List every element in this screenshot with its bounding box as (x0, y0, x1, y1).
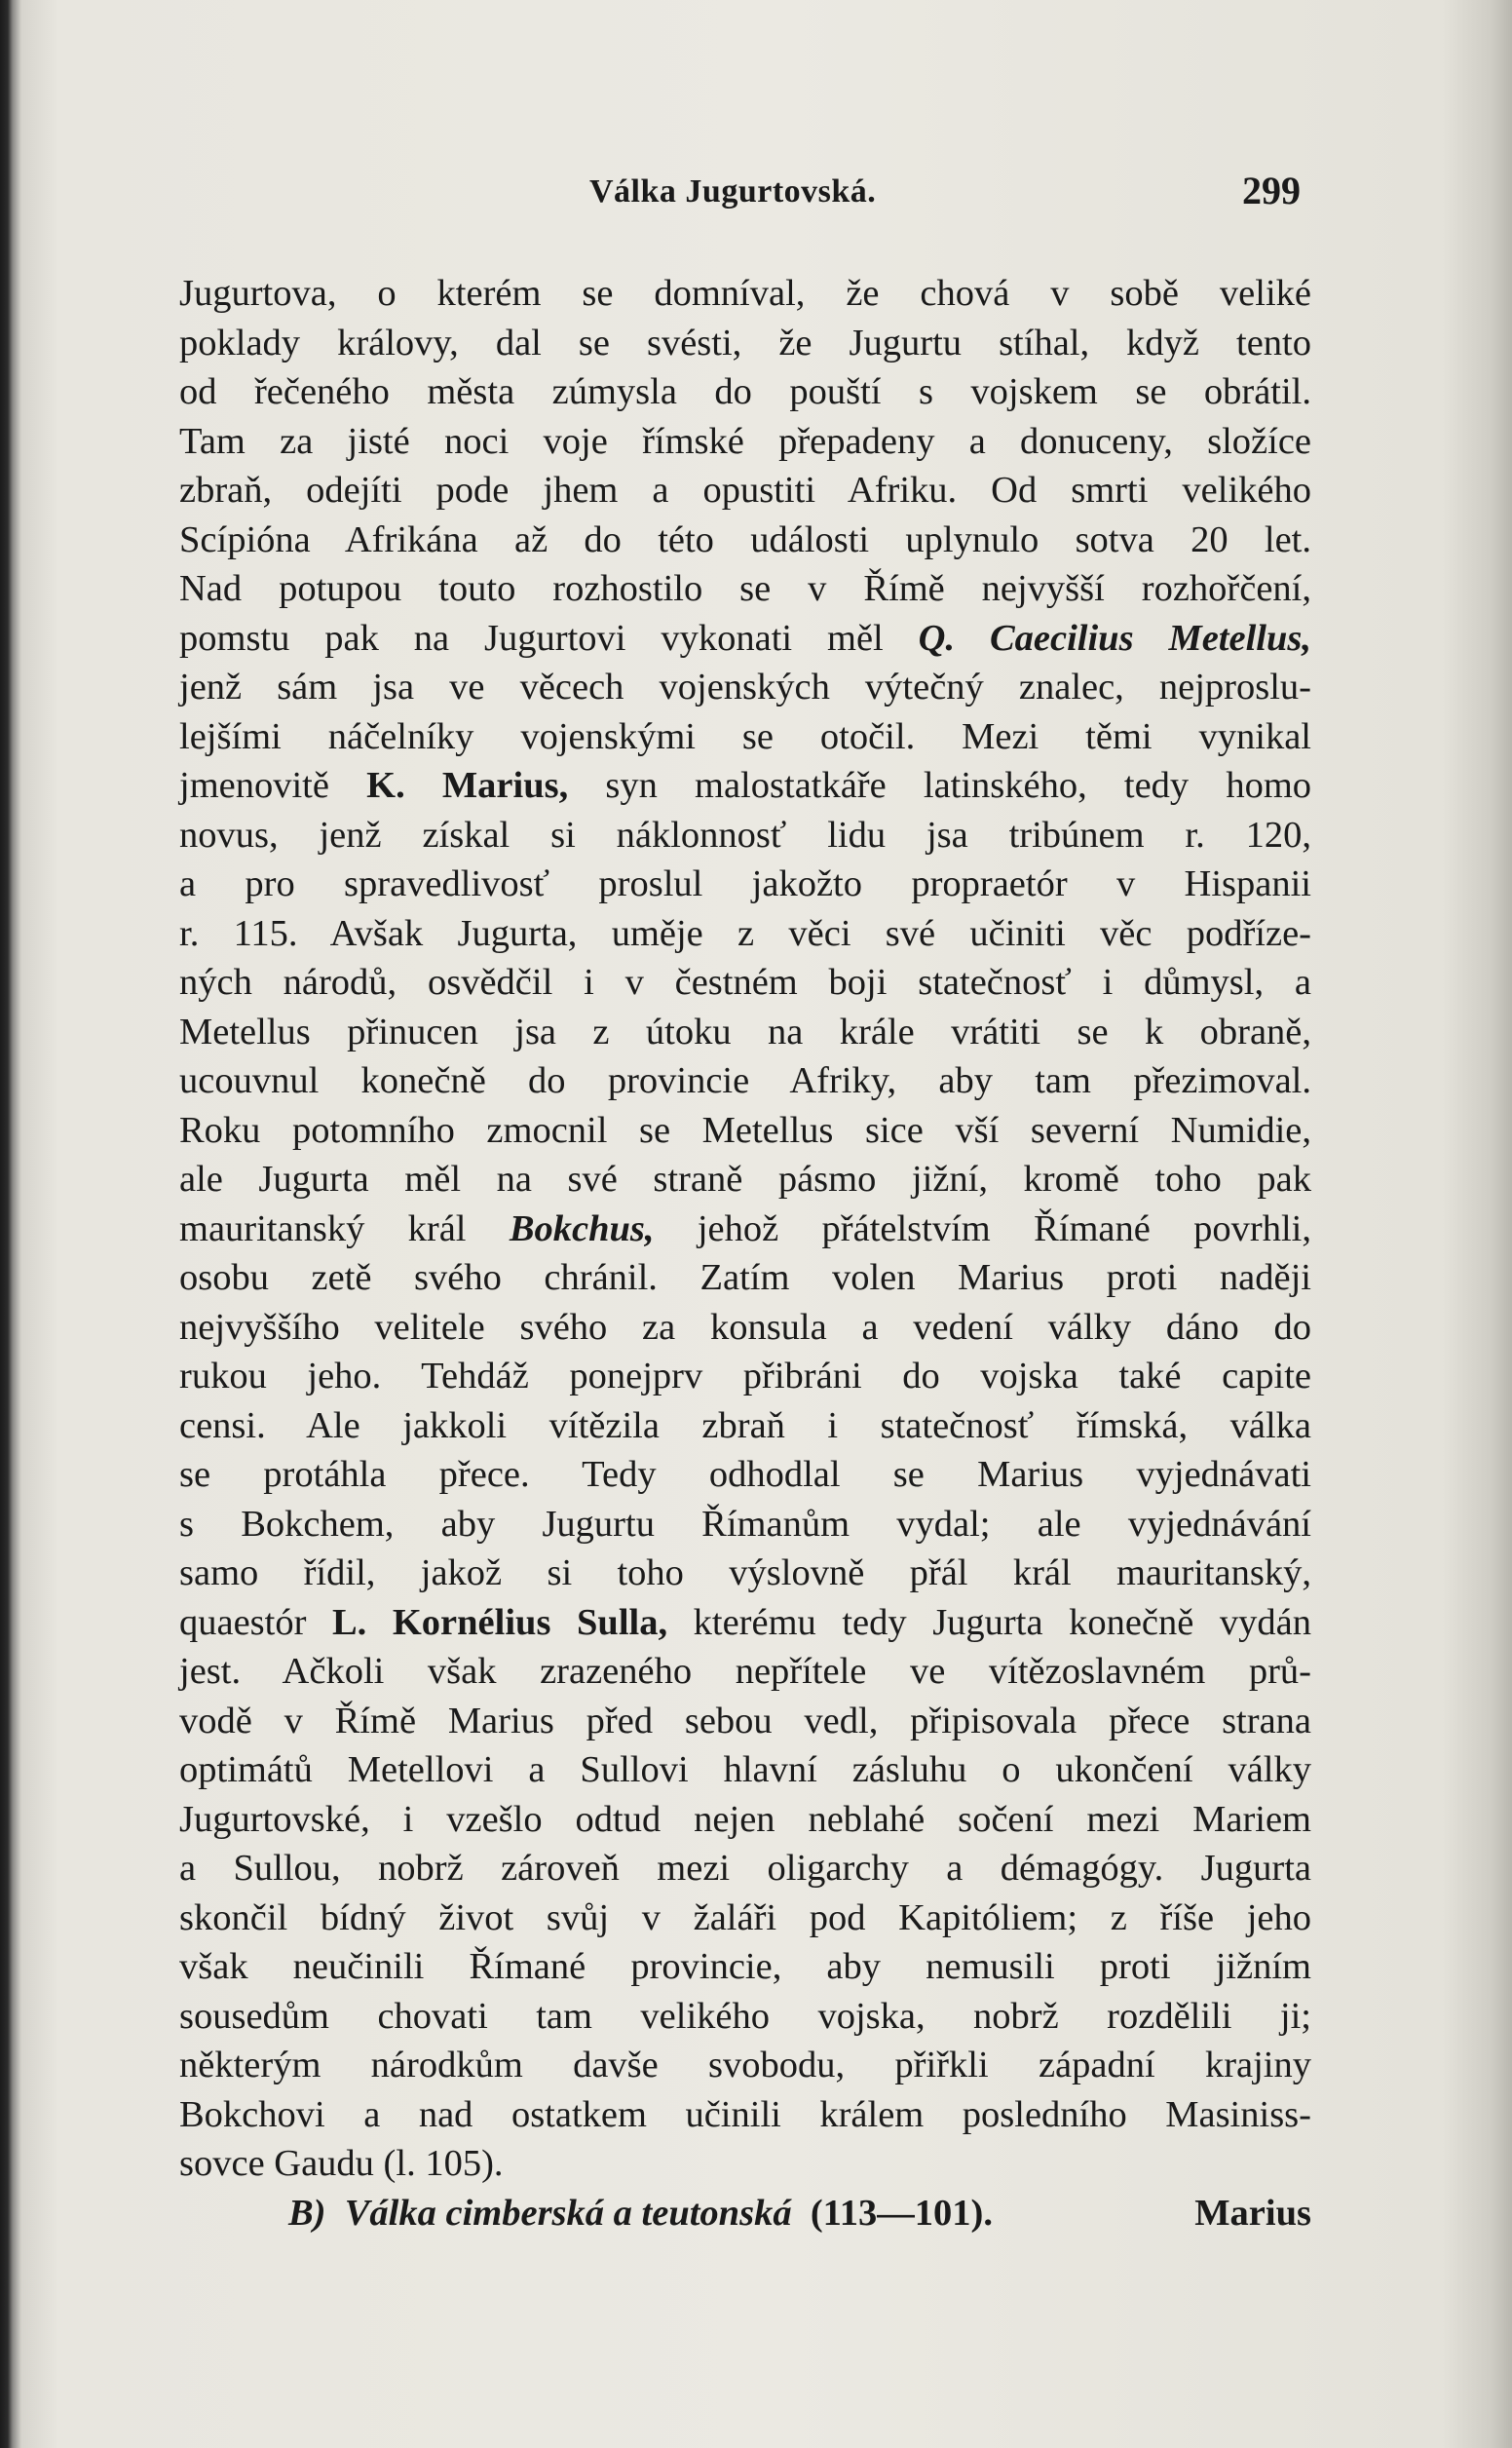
text-line: zbraň, odejíti pode jhem a opustiti Afriku. Od smrti velikého (179, 470, 1311, 511)
text-line: rukou jeho. Tehdáž ponejprv přibráni do vojska také capite (179, 1356, 1311, 1396)
text-line: některým národkům davše svobodu, přiřkli západní krajiny (179, 2045, 1311, 2085)
person-name-sulla: L. Kornélius Sulla, (332, 1601, 668, 1643)
text-line: Roku potomního zmocnil se Metellus sice vší severní Numidie, (179, 1109, 1311, 1151)
text-line: nejvyššího velitele svého za konsula a vedení války dáno do (179, 1306, 1311, 1348)
person-name-marius: K. Marius, (366, 765, 569, 806)
text-line: novus, jenž získal si náklonnosť lidu jsa tribúnem r. 120, (179, 814, 1311, 856)
person-name-metellus: Q. Caecilius Metellus, (918, 617, 1311, 659)
text-segment: mauritanský král (179, 1207, 510, 1249)
text-line: ucouvnul konečně do provincie Afriky, aby tam přezimoval. (179, 1060, 1311, 1101)
text-line: jenž sám jsa ve věcech vojenských výtečný znalec, nejproslu- (179, 667, 1311, 708)
section-title: Válka cimberská a teutonská (344, 2192, 792, 2234)
text-segment: quaestór (179, 1601, 332, 1643)
text-line (179, 1205, 1311, 1254)
section-label: B) (288, 2192, 326, 2234)
text-line: se protáhla přece. Tedy odhodlal se Marius vyjednávati (179, 1454, 1311, 1495)
text-line: Metellus přinucen jsa z útoku na krále vrátiti se k obraně, (179, 1011, 1311, 1052)
text-line: r. 115. Avšak Jugurta, uměje z věci své učiniti věc podříze- (179, 912, 1311, 954)
text-line (179, 614, 1311, 664)
text-line: censi. Ale jakkoli vítězila zbraň i statečnosť římská, válka (179, 1404, 1311, 1446)
text-line: Scípióna Afrikána až do této události uplynulo sotva 20 let. (179, 518, 1311, 560)
text-line: samo řídil, jakož si toho výslovně přál král mauritanský, (179, 1552, 1311, 1593)
text-line: jest. Ačkoli však zrazeného nepřítele ve vítězoslavném prů- (179, 1651, 1311, 1692)
text-line: lejšími náčelníky vojenskými se otočil. Mezi těmi vynikal (179, 715, 1311, 757)
text-line: Tam za jisté noci voje římské přepadeny a donuceny, složíce (179, 420, 1311, 462)
section-years: (113—101). (810, 2192, 993, 2234)
text-line: ale Jugurta měl na své straně pásmo jižní, kromě toho pak (179, 1159, 1311, 1200)
text-line: vodě v Římě Marius před sebou vedl, připisovala přece strana (179, 1700, 1311, 1741)
text-line: poklady královy, dal se svésti, že Jugurtu stíhal, když tento (179, 322, 1311, 363)
text-line: však neučinili Římané provincie, aby nemusili proti jižním (179, 1946, 1311, 1987)
text-line: ných národů, osvědčil i v čestném boji statečnosť i důmysl, a (179, 962, 1311, 1003)
text-segment: jehož přátelstvím Římané povrhli, (654, 1207, 1311, 1249)
section-continuation: Marius (1194, 2192, 1311, 2234)
text-segment: jmenovitě (179, 765, 367, 806)
text-segment: kterému tedy Jugurta konečně vydán (667, 1601, 1312, 1643)
text-line: a pro spravedlivosť proslul jakožto propraetór v Hispanii (179, 863, 1311, 904)
section-heading (179, 2189, 1311, 2238)
text-line: Nad potupou touto rozhostilo se v Římě nejvyšší rozhořčení, (179, 568, 1311, 609)
section-heading-title (288, 2189, 993, 2238)
page-header (0, 169, 1512, 222)
text-line: s Bokchem, aby Jugurtu Římanům vydal; ale vyjednávání (179, 1503, 1311, 1545)
text-line: a Sullou, nobrž zároveň mezi oligarchy a démagógy. Jugurta (179, 1848, 1311, 1889)
text-line: sovce Gaudu (l. 105). (179, 2143, 504, 2184)
body-text (179, 269, 1311, 2238)
text-line: Jugurtova, o kterém se domníval, že chová v sobě veliké (179, 273, 1311, 314)
text-line: skončil bídný život svůj v žaláři pod Kapitóliem; z říše jeho (179, 1896, 1311, 1938)
text-segment: syn malostatkáře latinského, tedy homo (568, 765, 1312, 806)
text-line (179, 1598, 1311, 1648)
text-line: sousedům chovati tam velikého vojska, nobrž rozdělili ji; (179, 1995, 1311, 2037)
page-number: 299 (1242, 169, 1301, 212)
text-line: od řečeného města zúmysla do pouští s vojskem se obrátil. (179, 371, 1311, 412)
text-line: Bokchovi a nad ostatkem učinili králem posledního Masiniss- (179, 2093, 1311, 2135)
person-name-bokchus: Bokchus, (509, 1207, 655, 1249)
text-line: Jugurtovské, i vzešlo odtud nejen neblahé sočení mezi Mariem (179, 1798, 1311, 1840)
text-line (179, 761, 1311, 811)
running-title: Válka Jugurtovská. (589, 173, 877, 210)
text-segment: pomstu pak na Jugurtovi vykonati měl (179, 617, 919, 659)
text-line: osobu zetě svého chránil. Zatím volen Marius proti naději (179, 1257, 1311, 1298)
text-line: optimátů Metellovi a Sullovi hlavní zásluhu o ukončení války (179, 1749, 1311, 1790)
